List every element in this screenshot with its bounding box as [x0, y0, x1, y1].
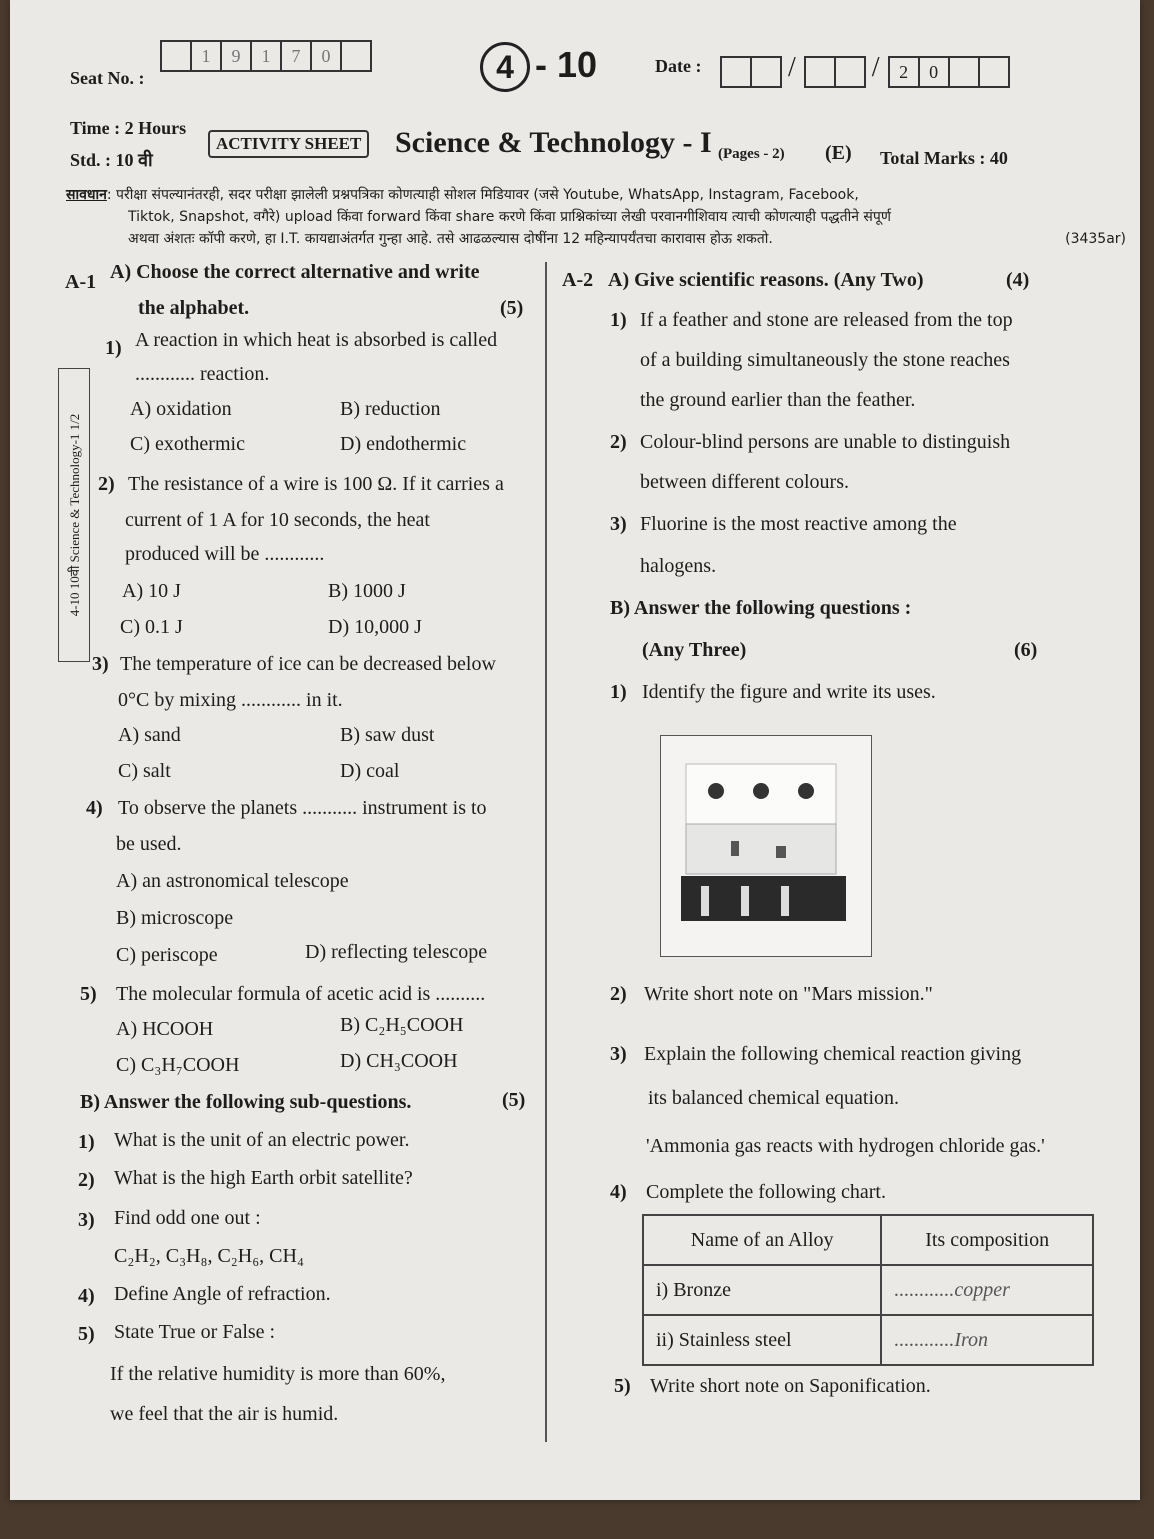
warning-notice	[66, 184, 1126, 250]
question-number: 4)	[78, 1285, 95, 1307]
question-text: Complete the following chart.	[646, 1181, 886, 1203]
question-text: What is the high Earth orbit satellite?	[114, 1167, 413, 1189]
warning-line: अथवा अंशतः कॉपी करणे, हा I.T. कायद्याअंतर्गत गुन्हा आहे. तसे आढळल्यास दोषींना 12 महिन्यापर्यंतचा कारावास होऊ शकतो.	[128, 231, 773, 247]
activity-sheet-badge: ACTIVITY SHEET	[208, 130, 369, 158]
section-marks: (5)	[500, 297, 524, 319]
question-text: produced will be ............	[125, 543, 325, 565]
circuit-breaker-figure	[660, 735, 872, 957]
seat-digit-box: 1	[250, 40, 282, 72]
question-text: Write short note on "Mars mission."	[644, 983, 933, 1005]
option: D) endothermic	[340, 433, 467, 455]
option: A) oxidation	[130, 398, 232, 420]
question-text: Colour-blind persons are unable to distinguish	[640, 431, 1011, 453]
option: C) exothermic	[130, 433, 245, 455]
table-header-row	[643, 1215, 1093, 1265]
alloy-name: ii) Stainless steel	[643, 1315, 881, 1365]
option: D) reflecting telescope	[305, 941, 488, 963]
option: B) 1000 J	[328, 580, 406, 602]
seat-digit-box: 1	[190, 40, 222, 72]
pages-label: (Pages - 2)	[718, 146, 785, 162]
date-box	[720, 56, 752, 88]
side-label-text: 4-10 10वी Science & Technology-1 1/2	[67, 413, 82, 617]
question-text: ............ reaction.	[135, 363, 270, 385]
std-label: Std. : 10 वी	[70, 150, 153, 170]
year-box	[948, 56, 980, 88]
option: A) 10 J	[122, 580, 181, 602]
reaction-statement: 'Ammonia gas reacts with hydrogen chloride gas.'	[646, 1135, 1045, 1157]
section-number: A-2	[562, 269, 594, 291]
question-number: 4)	[86, 797, 103, 819]
section-marks: (6)	[1014, 639, 1038, 661]
medium-label: (E)	[825, 142, 852, 164]
question-text: Explain the following chemical reaction giving	[644, 1043, 1022, 1065]
seat-digit-box: 0	[310, 40, 342, 72]
question-text: Fluorine is the most reactive among the	[640, 513, 957, 535]
statement-text: If the relative humidity is more than 60%,	[110, 1363, 446, 1385]
date-separator: /	[788, 52, 796, 83]
question-text: the ground earlier than the feather.	[640, 389, 916, 411]
question-text: halogens.	[640, 555, 717, 577]
odd-one-out-items: C₂H₂, C₃H₈, C₂H₆, CH₄	[114, 1245, 304, 1267]
option: A) an astronomical telescope	[116, 870, 349, 892]
warning-label: सावधान	[66, 187, 107, 203]
table-header: Its composition	[881, 1215, 1093, 1265]
subject-title: Science & Technology - I	[395, 126, 712, 159]
option: B) saw dust	[340, 724, 435, 746]
question-text: Identify the figure and write its uses.	[642, 681, 936, 703]
warning-line: : परीक्षा संपल्यानंतरही, सदर परीक्षा झालेली प्रश्नपत्रिका कोणत्याही सोशल मिडियावर (जसे Youtube, WhatsApp, Instagram, Facebook,	[106, 187, 859, 203]
question-number: 5)	[80, 983, 97, 1005]
option: D) coal	[340, 760, 400, 782]
question-number: 1)	[610, 681, 627, 703]
option: D) 10,000 J	[328, 616, 422, 638]
question-number: 5)	[78, 1323, 95, 1345]
section-marks: (5)	[502, 1089, 526, 1111]
question-text: The resistance of a wire is 100 Ω. If it carries a	[128, 473, 504, 495]
section-marks: (4)	[1006, 269, 1030, 291]
question-text: State True or False :	[114, 1321, 276, 1343]
date-box	[750, 56, 782, 88]
question-number: 2)	[610, 431, 627, 453]
alloy-composition: ............copper	[881, 1265, 1093, 1315]
question-text: A reaction in which heat is absorbed is called	[135, 329, 498, 351]
question-number: 2)	[610, 983, 627, 1005]
option: B) reduction	[340, 398, 441, 420]
option: C) salt	[118, 760, 171, 782]
question-number: 1)	[610, 309, 627, 331]
table-header: Name of an Alloy	[643, 1215, 881, 1265]
mcb-drawing	[661, 736, 871, 956]
option: A) HCOOH	[116, 1018, 214, 1040]
paper-code-suffix: - 10	[535, 44, 598, 85]
question-text: current of 1 A for 10 seconds, the heat	[125, 509, 430, 531]
table-row	[643, 1265, 1093, 1315]
question-number: 2)	[98, 473, 115, 495]
question-text: Write short note on Saponification.	[650, 1375, 931, 1397]
table-row	[643, 1315, 1093, 1365]
question-number: 2)	[78, 1169, 95, 1191]
date-separator: /	[871, 52, 880, 83]
question-text: its balanced chemical equation.	[648, 1087, 900, 1109]
seat-digit-box	[160, 40, 192, 72]
paper-code-circle: 4	[480, 42, 530, 92]
time-label: Time : 2 Hours	[70, 118, 187, 138]
question-text: Define Angle of refraction.	[114, 1283, 331, 1305]
alloy-name: i) Bronze	[643, 1265, 881, 1315]
date-box	[834, 56, 866, 88]
seat-digit-box: 7	[280, 40, 312, 72]
total-marks: Total Marks : 40	[880, 148, 1008, 168]
year-box	[978, 56, 1010, 88]
question-number: 1)	[105, 337, 122, 359]
question-text: If a feather and stone are released from the top	[640, 309, 1013, 331]
question-text: 0°C by mixing ............ in it.	[118, 689, 343, 711]
year-box: 2	[888, 56, 920, 88]
question-text: of a building simultaneously the stone reaches	[640, 349, 1010, 371]
question-text: The molecular formula of acetic acid is ..........	[116, 983, 486, 1005]
side-label	[58, 368, 90, 662]
section-heading: A) Give scientific reasons. (Any Two)	[608, 269, 924, 291]
section-number: A-1	[65, 271, 97, 293]
option: C) periscope	[116, 944, 218, 966]
question-number: 4)	[610, 1181, 627, 1203]
paper-serial-code: (3435ar)	[1065, 231, 1126, 247]
question-text: be used.	[116, 833, 182, 855]
question-text: Find odd one out :	[114, 1207, 261, 1229]
seat-digit-box	[340, 40, 372, 72]
option: C) 0.1 J	[120, 616, 183, 638]
seat-label: Seat No. :	[70, 68, 145, 88]
option: D) CH₃COOH	[340, 1050, 458, 1072]
alloy-table	[642, 1214, 1094, 1366]
statement-text: we feel that the air is humid.	[110, 1403, 339, 1425]
question-text: To observe the planets ........... instrument is to	[118, 797, 487, 819]
seat-digit-box: 9	[220, 40, 252, 72]
date-label: Date :	[655, 56, 702, 76]
question-text: What is the unit of an electric power.	[114, 1129, 410, 1151]
section-heading: (Any Three)	[642, 639, 747, 661]
warning-line: Tiktok, Snapshot, वगैरे) upload किंवा forward किंवा share करणे किंवा प्राश्निकांच्या लेखी परवानगीशिवाय त्याची कोणत्याही पद्धतीने संपूर्ण	[128, 209, 891, 225]
exam-sheet	[10, 0, 1140, 1500]
option: B) microscope	[116, 907, 234, 929]
column-divider	[545, 262, 547, 1442]
question-number: 3)	[610, 513, 627, 535]
question-number: 3)	[92, 653, 109, 675]
question-number: 1)	[78, 1131, 95, 1153]
date-box	[804, 56, 836, 88]
option: C) C₃H₇COOH	[116, 1054, 240, 1076]
question-number: 3)	[610, 1043, 627, 1065]
option: B) C₂H₅COOH	[340, 1014, 464, 1036]
question-text: between different colours.	[640, 471, 849, 493]
date-boxes	[720, 52, 1008, 88]
section-heading: B) Answer the following questions :	[610, 597, 912, 619]
section-heading: A) Choose the correct alternative and write	[110, 261, 480, 283]
option: A) sand	[118, 724, 181, 746]
question-number: 3)	[78, 1209, 95, 1231]
alloy-composition: ............Iron	[881, 1315, 1093, 1365]
question-text: The temperature of ice can be decreased below	[120, 653, 496, 675]
section-heading: the alphabet.	[138, 297, 250, 319]
section-heading: B) Answer the following sub-questions.	[80, 1091, 412, 1113]
question-number: 5)	[614, 1375, 631, 1397]
year-box: 0	[918, 56, 950, 88]
seat-number-boxes	[160, 40, 370, 72]
